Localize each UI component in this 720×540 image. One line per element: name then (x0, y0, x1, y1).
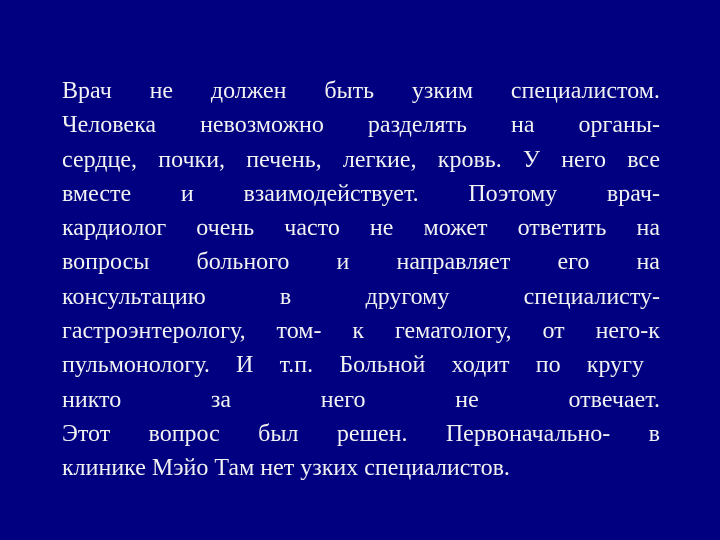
word: и (180, 180, 194, 207)
word: на (636, 215, 660, 242)
text-line (62, 417, 660, 451)
word: вопросы (62, 249, 150, 276)
word: почки, (158, 146, 226, 173)
word: него-к (595, 318, 660, 345)
word: никто (62, 386, 122, 413)
word: ответить (517, 215, 607, 242)
word: был (258, 420, 299, 447)
word: в (648, 420, 660, 447)
word: может (423, 215, 488, 242)
word: Этот (62, 420, 111, 447)
word: кровь. (437, 146, 502, 173)
word: Врач (62, 78, 112, 104)
word: кардиолог (62, 215, 167, 242)
word: больного (196, 249, 290, 276)
word: и (336, 249, 350, 276)
word: часто (284, 215, 340, 242)
word: пульмонологу. (62, 352, 210, 379)
word: по (535, 352, 561, 379)
word: гастроэнтерологу, (62, 318, 246, 345)
word: него (561, 146, 606, 173)
word: направляет (396, 249, 511, 276)
text-line (62, 211, 660, 245)
word: на (510, 112, 535, 139)
text-line (62, 143, 660, 177)
word: вместе (62, 180, 132, 207)
word: все (627, 146, 660, 173)
word: том- (276, 318, 322, 345)
word: вопрос (148, 420, 220, 447)
word: И (236, 352, 254, 379)
word: разделять (367, 112, 467, 139)
word: печень, (246, 146, 322, 173)
word: сердце, (62, 146, 137, 173)
word: него (320, 386, 366, 413)
word: быть (324, 78, 375, 104)
word: решен. (336, 420, 408, 447)
word: кругу (586, 352, 644, 379)
word: не (149, 78, 174, 104)
word: отвечает. (568, 386, 660, 413)
word: другому (365, 283, 450, 310)
word: Человека (62, 112, 157, 139)
word: Поэтому (468, 180, 558, 207)
word: за (210, 386, 232, 413)
word: не (369, 215, 394, 242)
word: специалистом. (510, 78, 660, 104)
word: врач- (606, 180, 660, 207)
word: Больной (339, 352, 426, 379)
word: гематологу, (395, 318, 512, 345)
word: невозможно (200, 112, 324, 139)
word: легкие, (342, 146, 417, 173)
word: специалисту- (523, 283, 660, 310)
text-line (62, 280, 660, 314)
text-line (62, 245, 660, 279)
word: не (455, 386, 479, 413)
word: ходит (451, 352, 510, 379)
word: органы- (578, 112, 660, 139)
word: в (279, 283, 292, 310)
word: узким (411, 78, 474, 104)
word: консультацию (62, 283, 206, 310)
word: от (542, 318, 565, 345)
text-line-last: клинике Мэйо Там нет узких специалистов. (62, 455, 510, 482)
text-line (62, 74, 660, 108)
word: Первоначально- (445, 420, 611, 447)
word: взаимодействует. (243, 180, 419, 207)
word: т.п. (279, 352, 314, 379)
text-line (62, 108, 660, 142)
text-line (62, 383, 660, 417)
text-line (62, 314, 660, 348)
word: его (557, 249, 590, 276)
word: У (522, 146, 540, 173)
text-line (62, 177, 660, 211)
word: на (636, 249, 660, 276)
slide-body-text (62, 74, 660, 486)
text-line (62, 348, 644, 382)
word: очень (196, 215, 255, 242)
word: к (352, 318, 365, 345)
word: должен (210, 78, 287, 104)
